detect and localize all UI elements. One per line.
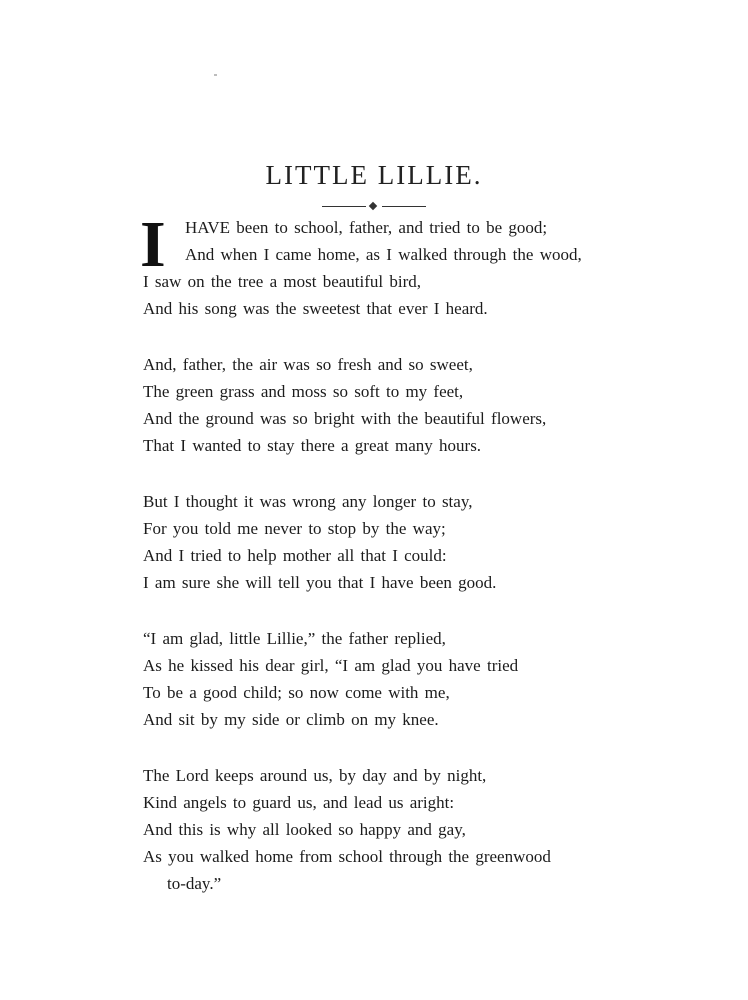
poem-line: I saw on the tree a most beautiful bird,: [143, 272, 422, 291]
poem-line: And his song was the sweetest that ever I heard.: [143, 299, 488, 318]
stanza-gap: [143, 737, 623, 766]
ornament-rule-right: [382, 206, 426, 207]
stanza-1: [143, 218, 623, 326]
ornament-rule-left: [322, 206, 366, 207]
drop-cap: I: [140, 208, 166, 281]
poem-line: And when I came home, as I walked through the wood,: [185, 245, 582, 264]
poem-line: To be a good child; so now come with me,: [143, 683, 450, 702]
stanza-gap: [143, 463, 623, 492]
poem-line: That I wanted to stay there a great many hours.: [143, 436, 482, 455]
stanza-2: [143, 355, 623, 463]
stanza-5: [143, 766, 623, 901]
poem-line-continuation: to-day.”: [167, 874, 222, 893]
poem-line: The Lord keeps around us, by day and by night,: [143, 766, 487, 785]
poem-line: And sit by my side or climb on my knee.: [143, 710, 439, 729]
poem-body: [143, 218, 623, 901]
title-ornament: [322, 202, 426, 212]
poem-line: But I thought it was wrong any longer to stay,: [143, 492, 473, 511]
poem-line: And the ground was so bright with the beautiful flowers,: [143, 409, 547, 428]
poem-line: The green grass and moss so soft to my feet,: [143, 382, 464, 401]
stanza-gap: [143, 326, 623, 355]
stanza-4: [143, 629, 623, 737]
poem-title: LITTLE LILLIE.: [265, 160, 483, 190]
stanza-3: [143, 492, 623, 600]
poem-line: Kind angels to guard us, and lead us aright:: [143, 793, 455, 812]
poem-line: I am sure she will tell you that I have been good.: [143, 573, 497, 592]
page-mark: [214, 74, 217, 76]
ornament-diamond-icon: [369, 202, 377, 210]
poem-line: And, father, the air was so fresh and so sweet,: [143, 355, 473, 374]
poem-line: HAVE been to school, father, and tried to be good;: [185, 218, 548, 237]
poem-line: And I tried to help mother all that I could:: [143, 546, 447, 565]
poem-line: As he kissed his dear girl, “I am glad you have tried: [143, 656, 519, 675]
poem-line: As you walked home from school through the greenwood: [143, 847, 551, 866]
poem-line: And this is why all looked so happy and gay,: [143, 820, 466, 839]
poem-line: For you told me never to stop by the way;: [143, 519, 446, 538]
stanza-gap: [143, 600, 623, 629]
poem-line: “I am glad, little Lillie,” the father replied,: [143, 629, 446, 648]
